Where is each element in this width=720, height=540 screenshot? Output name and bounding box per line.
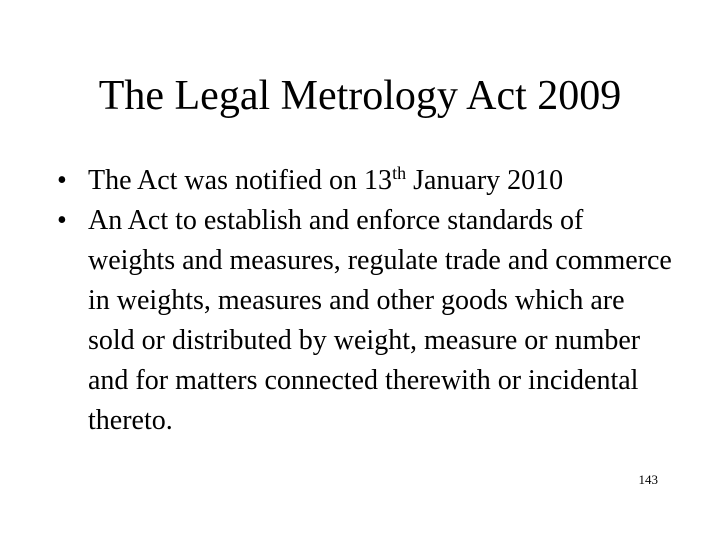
bullet-text-part: January 2010: [406, 165, 564, 196]
bullet-item-act-purpose: [57, 201, 677, 441]
bullet-item-notified: [57, 161, 677, 201]
bullet-marker: •: [57, 165, 67, 196]
bullet-text-part: The Act was notified on 13: [88, 165, 393, 196]
slide-title: The Legal Metrology Act 2009: [98, 73, 622, 119]
bullet-list: [57, 161, 677, 441]
bullet-text: An Act to establish and enforce standards of weights and measures, regulate trade and commerce in weights, measures and other goods which are sold or distributed by weight, measure or number and for matters connected therewith or incidental thereto.: [88, 205, 672, 436]
bullet-marker: •: [57, 205, 67, 236]
page-number: 143: [638, 472, 658, 487]
bullet-superscript: th: [392, 163, 407, 183]
